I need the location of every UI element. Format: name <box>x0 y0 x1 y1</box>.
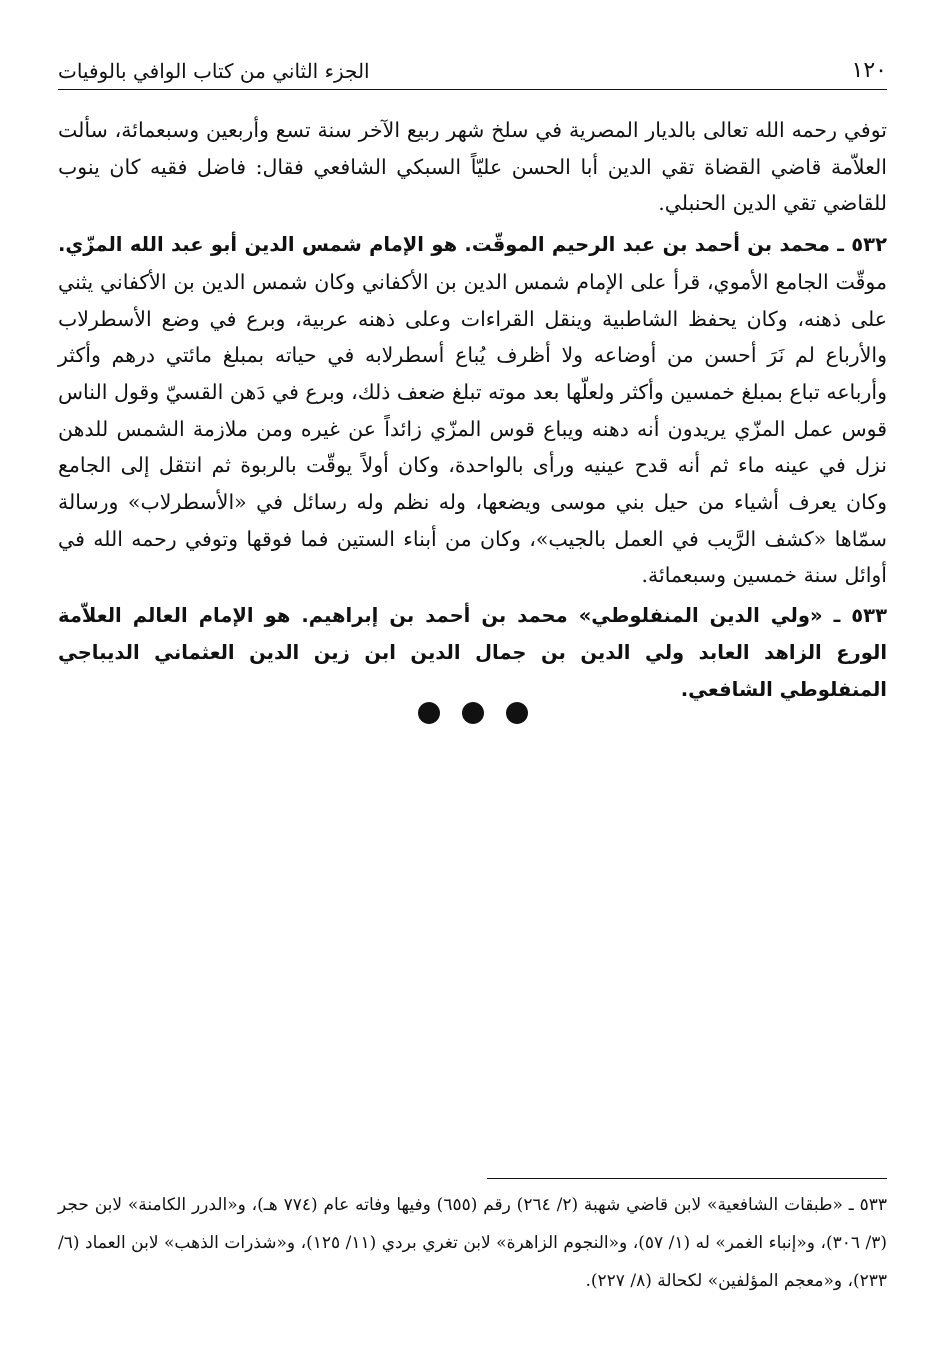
book-title: الجزء الثاني من كتاب الوافي بالوفيات <box>58 59 370 83</box>
footnotes <box>58 1186 887 1300</box>
entry-532 <box>58 226 887 594</box>
separator-dot-icon <box>462 702 484 724</box>
paragraph-continuation: توفي رحمه الله تعالى بالديار المصرية في سلخ شهر ربيع الآخر سنة تسع وأربعين وسبعمائة، سألت العلاّمة قاضي القضاة تقي الدين أبا الحسن عليّاً السبكي الشافعي فقال: فاضل فقيه كان ينوب للقاضي تقي الدين الحنبلي. <box>58 118 887 216</box>
footnote-533: ٥٣٣ ـ «طبقات الشافعية» لابن قاضي شهبة (٢/ ٢٦٤) رقم (٦٥٥) وفيها وفاته عام (٧٧٤ هـ)، و«الدرر الكامنة» لابن حجر (٣/ ٣٠٦)، و«إنباء الغمر» له (١/ ٥٧)، و«النجوم الزاهرة» لابن تغري بردي (١١/ ١٢٥)، و«شذرات الذهب» لابن العماد (٦/ ٢٣٣)، و«معجم المؤلفين» لكحالة (٨/ ٢٢٧). <box>58 1195 888 1291</box>
entry-533: ٥٣٣ ـ «ولي الدين المنفلوطي» محمد بن أحمد بن إبراهيم. هو الإمام العالم العلاّمة الورع الزاهد العابد ولي الدين بن جمال الدين ابن زين الدين العثماني الديباجي المنفلوطي الشافعي. <box>58 604 887 701</box>
entry-532-text: موقّت الجامع الأموي، قرأ على الإمام شمس الدين بن الأكفاني وكان شمس الدين بن الأكفاني يثني على ذهنه، وكان يحفظ الشاطبية وينقل القراءات وعلى ذهنه عربية، وبرع في وضع الأسطرلاب والأرباع لم نَرَ أحسن من أوضاعه ولا أظرف يُباع أسطرلابه في حياته بمبلغ مائتي درهم وأكثر وأرباعه تباع بمبلغ خمسين وأكثر ولعلّها بعد موته تبلغ ضعف ذلك، وبرع في دَهن القسيّ وقول الناس قوس عمل المزّي يريدون أنه دهنه ويباع قوس المزّي زائداً عن غيره ومن ملازمة الشمس للدهن نزل في عينه ماء ثم أنه قدح عينيه ورأى بالواحدة، وكان أولاً يوقّت بالربوة ثم انتقل إلى الجامع وكان يعرف أشياء من حيل بني موسى ويضعها، وله نظم وله رسائل في «الأسطرلاب» ورسالة سمّاها «كشف الرَّيب في العمل بالجيب»، وكان من أبناء الستين فما فوقها وتوفي رحمه الله في أوائل سنة خمسين وسبعمائة. <box>58 269 887 588</box>
page-number: ١٢٠ <box>851 58 887 83</box>
separator-dot-icon <box>506 702 528 724</box>
section-separator <box>0 702 945 724</box>
entry-532-heading: ٥٣٢ ـ محمد بن أحمد بن عبد الرحيم الموقّت. هو الإمام شمس الدين أبو عبد الله المزّي. <box>58 233 887 257</box>
footnote-divider <box>487 1178 887 1179</box>
main-text <box>58 112 887 712</box>
separator-dot-icon <box>418 702 440 724</box>
running-header <box>58 56 887 90</box>
